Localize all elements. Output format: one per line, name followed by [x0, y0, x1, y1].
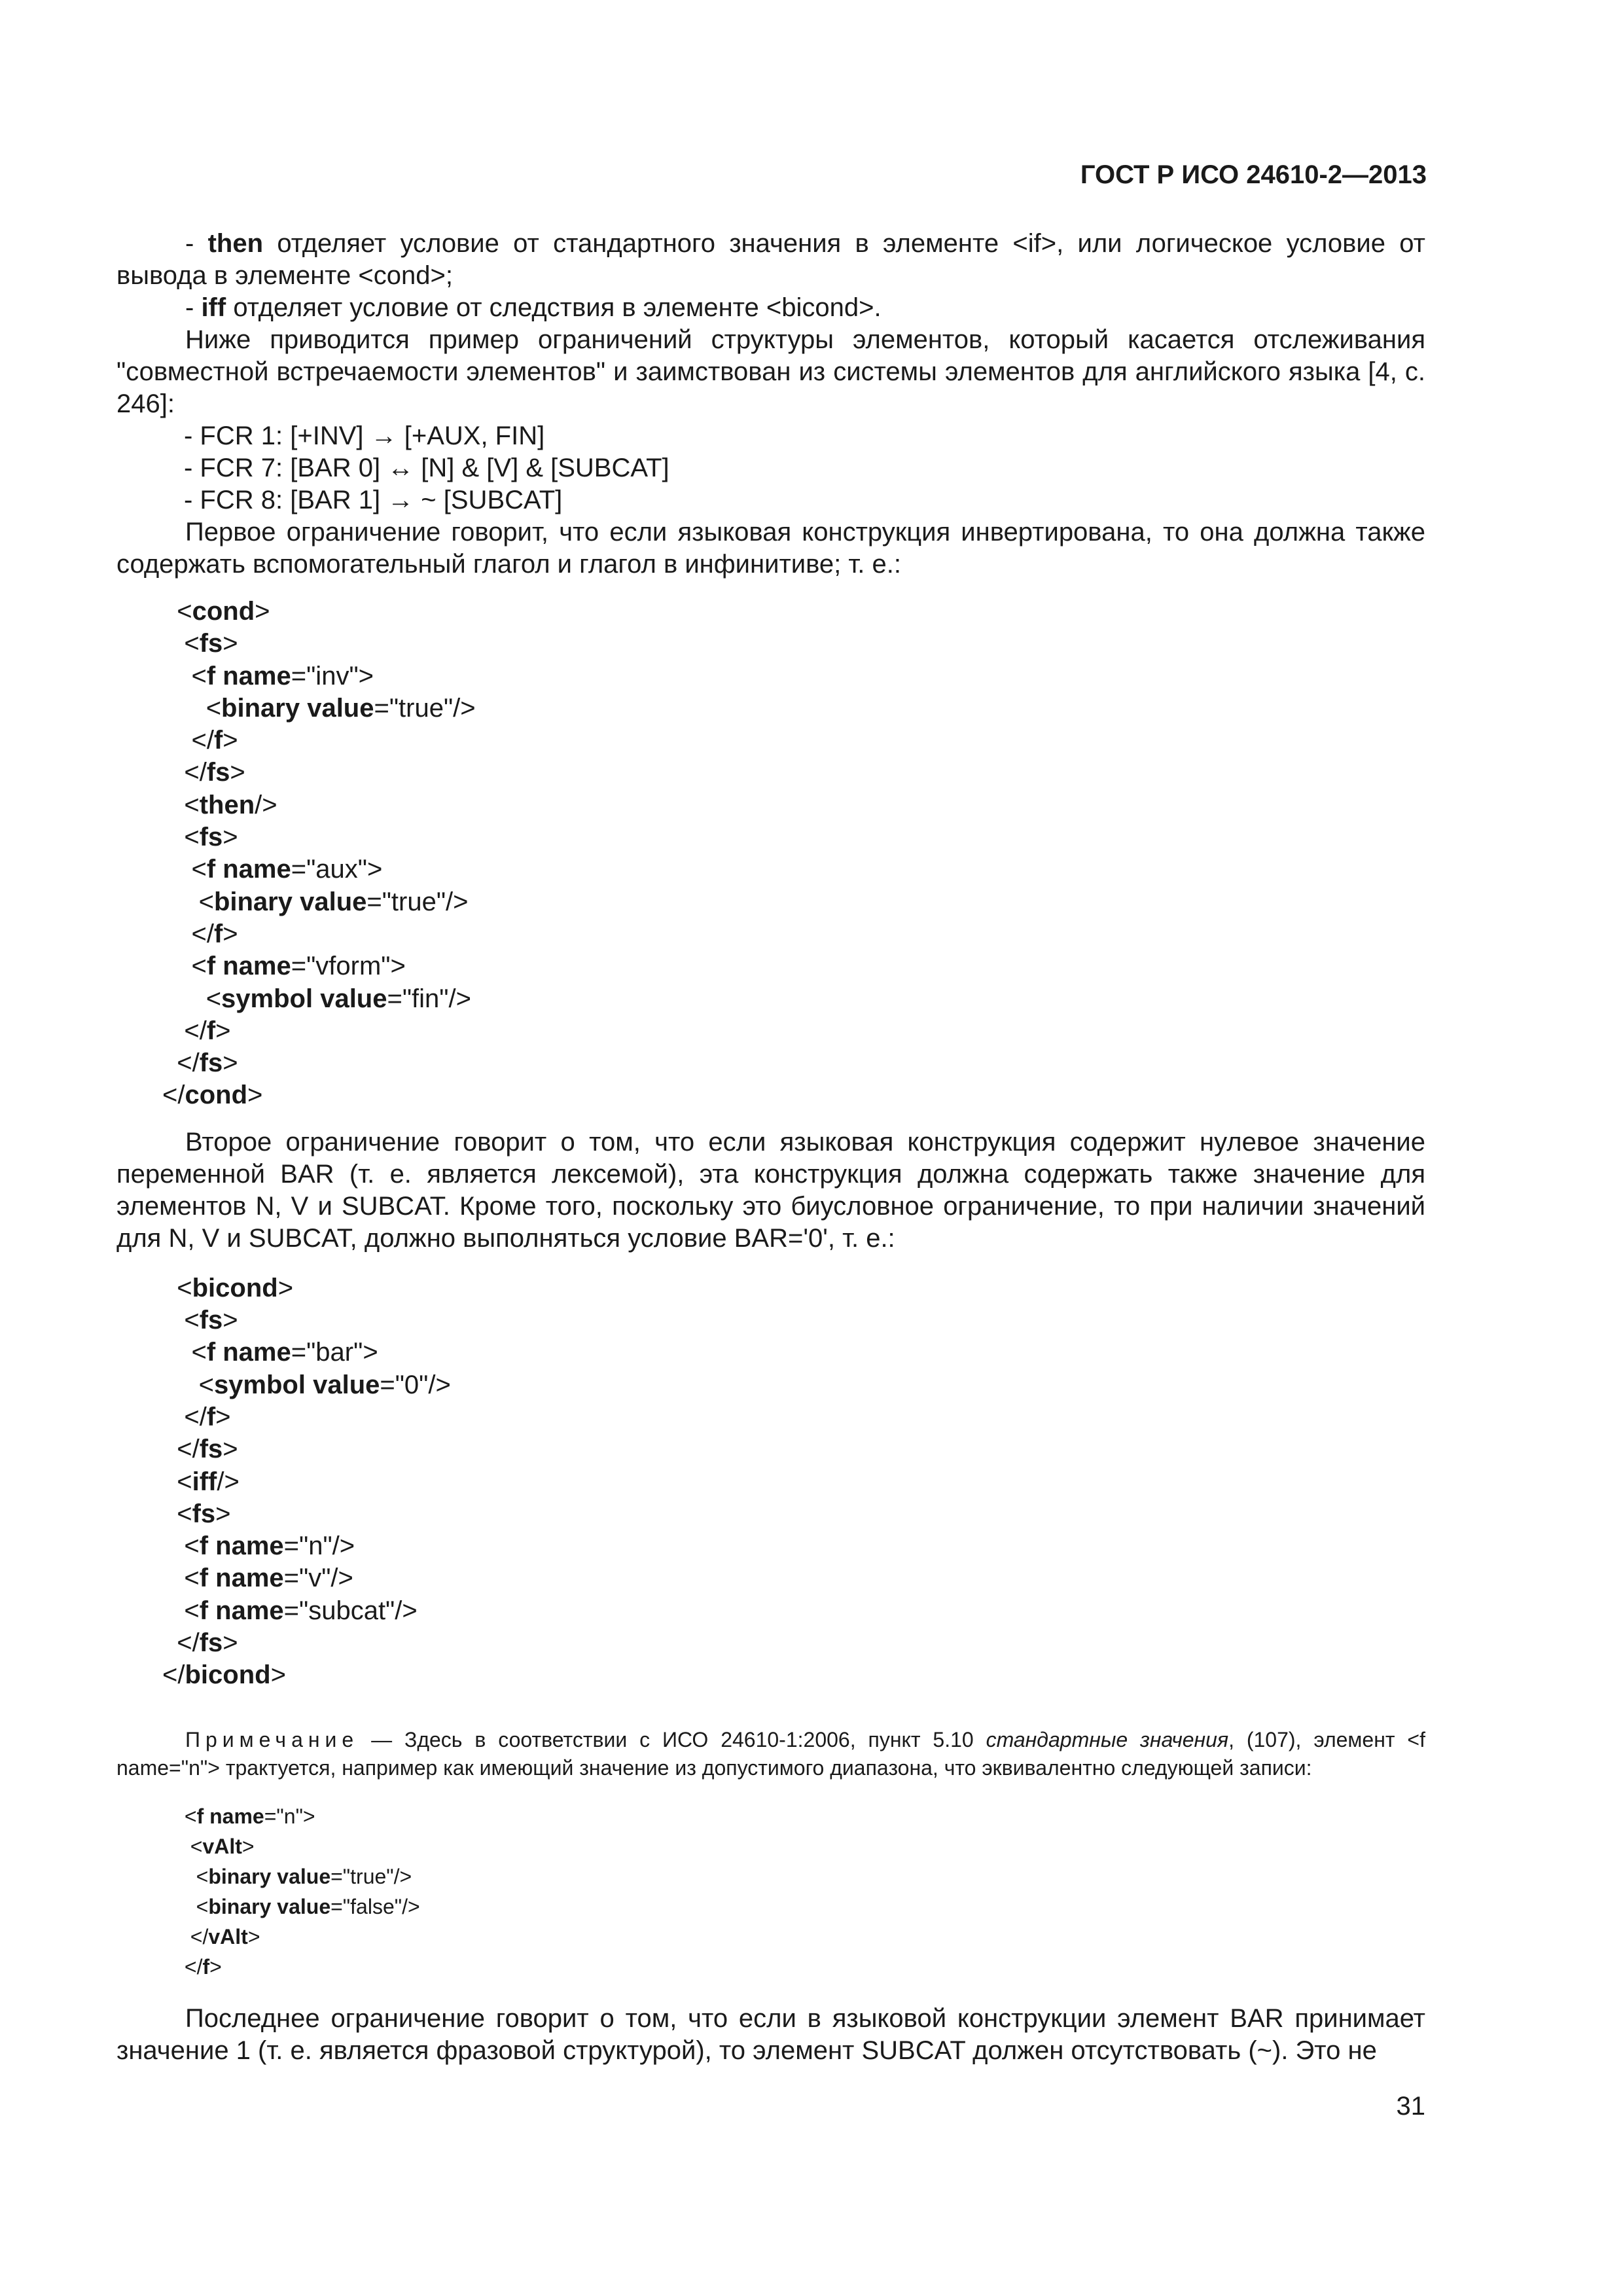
code-line [116, 628, 1425, 660]
code-line [116, 1892, 1425, 1922]
code-line [116, 1530, 1425, 1562]
code-indent [162, 758, 184, 787]
code-indent [179, 1955, 185, 1979]
code-keyword: f [206, 1016, 216, 1045]
code-indent [162, 1435, 177, 1463]
example-paragraph: Ниже приводится пример ограничений структуры элементов, который касается отслеживания "совместной встречаемости элементов" и заимствован из системы элементов для английского языка [4, с. 246]: [116, 325, 1425, 418]
code-line [116, 983, 1425, 1015]
code-attr: > [270, 1660, 286, 1690]
code-punct: </ [162, 1081, 185, 1110]
code-keyword: f [213, 919, 223, 948]
code-keyword: fs [192, 1499, 216, 1528]
iff-paragraph: - iff отделяет условие от следствия в элементе <bicond>. [185, 293, 882, 322]
code-punct: < [184, 1596, 200, 1625]
page-number: 31 [1396, 2092, 1425, 2121]
iff-term: iff [201, 293, 226, 322]
code-attr: > [223, 726, 238, 755]
code-punct: </ [177, 1435, 200, 1464]
then-text: отделяет условие от стандартного значения в элементе <if>, или логическое условие от вывода в элементе <cond>; [116, 229, 1425, 290]
code-keyword: binary value [221, 693, 374, 723]
fcr-item: - FCR 1: [+INV] → [+AUX, FIN] [184, 422, 545, 450]
code-attr: ="subcat"/> [283, 1596, 418, 1625]
code-indent [179, 1865, 196, 1888]
code-line [116, 692, 1425, 725]
code-punct: </ [184, 1402, 207, 1431]
code-line [116, 1861, 1425, 1892]
code-attr: /> [255, 790, 277, 819]
code-attr: > [215, 1402, 231, 1431]
code-punct: </ [191, 919, 214, 948]
code-indent [162, 662, 191, 691]
code-attr: > [223, 823, 238, 852]
code-punct: </ [162, 1660, 185, 1690]
code-attr: ="false"/> [330, 1894, 420, 1918]
note-text-b: , (107), элемент <f name="n"> трактуется, например как имеющий значение из допустимого диапазона, что эквивалентно следующей записи: [116, 1727, 1426, 1780]
code-indent [162, 1016, 184, 1045]
code-attr: ="true"/> [374, 693, 476, 723]
code-attr: ="n"/> [283, 1532, 355, 1561]
code-punct: < [177, 1273, 192, 1302]
code-keyword: f [213, 726, 223, 755]
code-punct: < [177, 1499, 192, 1528]
code-indent [162, 1532, 184, 1560]
code-indent [162, 952, 191, 980]
code-punct: </ [184, 1954, 203, 1979]
code-block-cond [116, 596, 1425, 1112]
code-keyword: cond [192, 597, 255, 626]
code-keyword: fs [199, 1435, 223, 1464]
code-attr: ="inv"> [291, 661, 374, 691]
code-line [116, 1272, 1425, 1304]
code-attr: ="0"/> [380, 1370, 451, 1399]
code-indent [162, 726, 191, 755]
code-attr: > [247, 1081, 263, 1110]
code-punct: </ [190, 1924, 209, 1948]
code-keyword: fs [199, 1306, 223, 1335]
code-attr: > [247, 1924, 260, 1948]
code-line [116, 1047, 1425, 1079]
first-constraint-paragraph: Первое ограничение говорит, что если языковая конструкция инвертирована, то она должна также содержать вспомогательный глагол и глагол в инфинитиве; т. е.: [116, 518, 1425, 579]
code-attr: > [255, 597, 270, 626]
code-keyword: binary value [208, 1864, 331, 1888]
code-attr: > [215, 1016, 231, 1045]
code-punct: </ [184, 758, 207, 787]
code-punct: < [184, 1804, 197, 1828]
code-punct: </ [177, 1628, 200, 1658]
code-line [116, 821, 1425, 853]
code-attr: > [209, 1954, 222, 1979]
code-line [116, 1659, 1425, 1691]
code-line [116, 1627, 1425, 1659]
code-punct: </ [191, 726, 214, 755]
code-indent [162, 597, 177, 626]
code-punct: < [198, 1370, 214, 1399]
code-punct: < [191, 661, 207, 691]
code-indent [162, 1049, 177, 1077]
code-line [116, 725, 1425, 757]
note-label: Примечание [185, 1727, 359, 1751]
code-keyword: fs [199, 629, 223, 658]
code-indent [162, 629, 184, 658]
code-attr: > [223, 919, 238, 948]
code-punct: </ [184, 1016, 207, 1045]
code-indent [162, 1499, 177, 1528]
code-line [116, 1801, 1425, 1831]
code-indent [162, 1564, 184, 1592]
code-attr: ="true"/> [330, 1864, 412, 1888]
code-indent [162, 823, 184, 852]
code-line [116, 886, 1425, 918]
code-attr: ="true"/> [366, 887, 469, 916]
code-keyword: fs [199, 1049, 223, 1078]
code-keyword: f name [206, 855, 291, 884]
code-punct: < [205, 693, 222, 723]
code-block-note [116, 1801, 1425, 1982]
code-attr: > [241, 1834, 255, 1858]
code-indent [162, 791, 184, 819]
code-keyword: f name [206, 1338, 291, 1367]
code-line [116, 1831, 1425, 1861]
code-line [116, 660, 1425, 692]
code-keyword: vAlt [202, 1834, 242, 1858]
code-attr: > [230, 758, 245, 787]
code-punct: </ [177, 1049, 200, 1078]
fcr-item: - FCR 8: [BAR 1] → ~ [SUBCAT] [184, 486, 563, 514]
code-attr: > [223, 1049, 238, 1078]
code-punct: < [205, 984, 222, 1013]
second-constraint-paragraph: Второе ограничение говорит о том, что если языковая конструкция содержит нулевое значение переменной BAR (т. е. является лексемой), эта конструкция должна содержать также значение для элементов N, V и SUBCAT. Кроме того, поскольку это биусловное ограничение, то при наличии значений для N, V и SUBCAT, должно выполняться условие BAR='0', т. е.: [116, 1127, 1425, 1253]
code-keyword: symbol value [213, 1370, 380, 1399]
last-paragraph: Последнее ограничение говорит о том, что если в языковой конструкции элемент BAR принимает значение 1 (т. е. является фразовой структурой), то элемент SUBCAT должен отсутствовать (~). Это не [116, 2003, 1425, 2065]
code-keyword: f name [199, 1596, 284, 1625]
code-keyword: then [199, 790, 255, 819]
code-attr: ="fin"/> [387, 984, 471, 1013]
code-indent [179, 1835, 190, 1858]
code-line [116, 853, 1425, 886]
code-indent [162, 1467, 177, 1496]
code-indent [162, 984, 206, 1013]
code-line [116, 1498, 1425, 1530]
code-line [116, 1466, 1425, 1498]
code-punct: < [184, 790, 200, 819]
code-line [116, 757, 1425, 789]
code-line [116, 1922, 1425, 1952]
code-line [116, 1336, 1425, 1369]
code-punct: < [184, 629, 200, 658]
code-keyword: f [202, 1954, 210, 1979]
code-attr: > [223, 629, 238, 658]
code-punct: < [184, 823, 200, 852]
code-indent [162, 855, 191, 884]
code-keyword: fs [199, 1628, 223, 1658]
code-indent [179, 1895, 196, 1918]
code-indent [162, 1306, 184, 1335]
code-keyword: symbol value [221, 984, 387, 1013]
then-term: then [207, 229, 264, 258]
code-line [116, 789, 1425, 821]
code-punct: < [191, 855, 207, 884]
code-indent [179, 1804, 185, 1828]
code-keyword: f name [206, 952, 291, 981]
code-attr: ="v"/> [283, 1564, 353, 1593]
code-attr: ="bar"> [291, 1338, 378, 1367]
code-punct: < [196, 1894, 209, 1918]
code-punct: < [184, 1306, 200, 1335]
code-keyword: fs [199, 823, 223, 852]
code-punct: < [196, 1864, 209, 1888]
code-line [116, 950, 1425, 982]
code-keyword: iff [192, 1467, 217, 1496]
code-punct: < [191, 952, 207, 981]
code-attr: > [223, 1306, 238, 1335]
note-text-italic: стандартные значения [986, 1727, 1229, 1751]
code-attr: /> [217, 1467, 240, 1496]
code-indent [162, 1371, 199, 1399]
code-punct: < [177, 597, 192, 626]
code-block-bicond [116, 1272, 1425, 1692]
code-line [116, 1079, 1425, 1111]
code-keyword: bicond [185, 1660, 271, 1690]
code-punct: < [190, 1834, 203, 1858]
code-keyword: f name [206, 661, 291, 691]
code-punct: < [184, 1564, 200, 1593]
note-text-a: — Здесь в соответствии с ИСО 24610-1:2006, пункт 5.10 [359, 1727, 986, 1751]
page-body [116, 228, 1425, 2067]
code-line [116, 1952, 1425, 1982]
code-keyword: bicond [192, 1273, 278, 1302]
code-line [116, 918, 1425, 950]
code-indent [162, 1596, 184, 1625]
note [116, 1726, 1425, 1782]
code-indent [162, 694, 206, 723]
document-code: ГОСТ Р ИСО 24610-2—2013 [1080, 160, 1427, 189]
code-indent [162, 1403, 184, 1431]
code-attr: > [223, 1435, 238, 1464]
code-keyword: binary value [208, 1894, 331, 1918]
code-punct: < [198, 887, 214, 916]
code-keyword: cond [185, 1081, 248, 1110]
code-indent [179, 1925, 190, 1948]
code-attr: > [277, 1273, 294, 1302]
code-line [116, 1015, 1425, 1047]
code-keyword: f name [196, 1804, 264, 1828]
code-line [116, 1401, 1425, 1433]
code-line [116, 1595, 1425, 1627]
code-punct: < [184, 1532, 200, 1561]
code-line [116, 1433, 1425, 1465]
code-indent [162, 1628, 177, 1657]
code-line [116, 1304, 1425, 1336]
code-punct: < [191, 1338, 207, 1367]
code-attr: > [223, 1628, 238, 1658]
code-indent [162, 1338, 191, 1367]
code-attr: ="aux"> [291, 855, 383, 884]
code-keyword: f [206, 1402, 216, 1431]
iff-text: отделяет условие от следствия в элементе <bicond>. [226, 293, 882, 322]
code-keyword: f name [199, 1532, 284, 1561]
code-keyword: binary value [213, 887, 367, 916]
code-attr: ="n"> [264, 1804, 315, 1828]
code-punct: < [177, 1467, 192, 1496]
code-line [116, 1369, 1425, 1401]
code-attr: ="vform"> [291, 952, 406, 981]
code-keyword: fs [206, 758, 230, 787]
code-indent [162, 920, 191, 948]
code-line [116, 1562, 1425, 1594]
code-indent [162, 888, 199, 916]
fcr-item: - FCR 7: [BAR 0] ↔ [N] & [V] & [SUBCAT] [184, 454, 669, 482]
code-attr: > [215, 1499, 231, 1528]
then-paragraph: - then отделяет условие от стандартного значения в элементе <if>, или логическое условие от вывода в элементе <cond>; [116, 229, 1425, 290]
code-keyword: vAlt [208, 1924, 248, 1948]
code-keyword: f name [199, 1564, 284, 1593]
code-line [116, 596, 1425, 628]
code-indent [162, 1274, 177, 1302]
